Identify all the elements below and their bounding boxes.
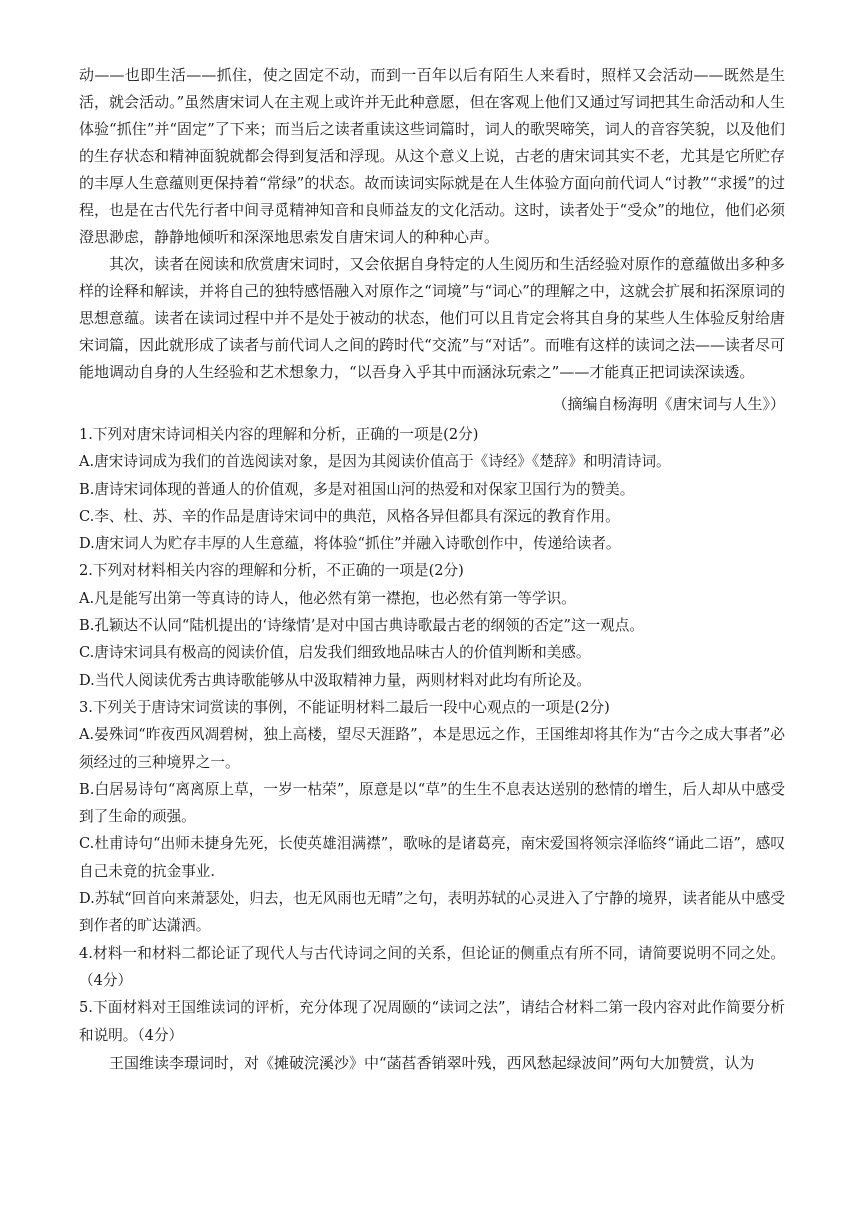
passage-paragraph-2: 其次，读者在阅读和欣赏唐宋词时，又会依据自身特定的人生阅历和生活经验对原作的意蕴做出多种多样的诠释和解读，并将自己的独特感悟融入对原作之“词境”与“词心”的理解之中，这就会扩展和拓深原词的思想意蕴。读者在读词过程中并不是处于被动的状态，他们可以且肯定会将其自身的某些人生体验反射给唐宋词篇，因此就形成了读者与前代词人之间的跨时代“交流”与“对话”。而唯有这样的读词之法——读者尽可能地调动自身的人生经验和艺术想象力，“以吾身入乎其中而涵泳玩索之”——才能真正把词读深读透。 (79, 255, 785, 381)
question-1-option-a: A.唐宋诗词成为我们的首选阅读对象，是因为其阅读价值高于《诗经》《楚辞》和明清诗词。 (79, 453, 671, 471)
question-3-option-d: D.苏轼“回首向来萧瑟处，归去，也无风雨也无晴”之句，表明苏轼的心灵进入了宁静的境界，读者能从中感受到作者的旷达潇洒。 (79, 890, 785, 935)
question-3-stem: 3.下列关于唐诗宋词赏读的事例，不能证明材料二最后一段中心观点的一项是(2分) (79, 698, 610, 716)
question-4 (79, 940, 785, 995)
question-1-option-b: B.唐诗宋词体现的普通人的价值观，多是对祖国山河的热爱和对保家卫国行为的赞美。 (79, 480, 635, 498)
question-3 (79, 694, 785, 940)
passage-paragraph-1: 动——也即生活——抓住，使之固定不动，而到一百年以后有陌生人来看时，照样又会活动——既然是生活，就会活动。”虽然唐宋词人在主观上或许并无此种意愿，但在客观上他们又通过写词把其生命活动和人生体验“抓住”并“固定”了下来；而当后之读者重读这些词篇时，词人的歌哭啼笑，词人的音容笑貌，以及他们的生存状态和精神面貌就都会得到复活和浮现。从这个意义上说，古老的唐宋词其实不老，尤其是它所贮存的丰厚人生意蕴则更保持着“常绿”的状态。故而读词实际就是在人生体验方面向前代词人“讨教”“求援”的过程，也是在古代先行者中间寻觅精神知音和良师益友的文化活动。这时，读者处于“受众”的地位，他们必须澄思渺虑，静静地倾听和深深地思索发自唐宋词人的种种心声。 (79, 66, 786, 246)
question-2-option-b: B.孔颖达不认同“陆机提出的‘诗缘情’是对中国古典诗歌最古老的纲领的否定”这一观点。 (79, 617, 644, 635)
question-1-option-d: D.唐宋词人为贮存丰厚的人生意蕴，将体验“抓住”并融入诗歌创作中，传递给读者。 (79, 535, 621, 553)
question-3-option-b: B.白居易诗句“离离原上草，一岁一枯荣”，原意是以“草”的生生不息表达送别的愁情的增生，后人却从中感受到了生命的顽强。 (79, 780, 785, 826)
question-2-option-a: A.凡是能写出第一等真诗的诗人，他必然有第一襟抱，也必然有第一等学识。 (79, 589, 576, 607)
question-4-stem: 4.材料一和材料二都论证了现代人与古代诗词之间的关系，但论证的侧重点有所不同，请简要说明不同之处。（4分） (79, 944, 785, 989)
question-2-option-d: D.当代人阅读优秀古典诗歌能够从中汲取精神力量，两则材料对此均有所论及。 (79, 671, 592, 689)
question-3-option-c: C.杜甫诗句“出师未捷身先死，长使英雄泪满襟”，歌咏的是诸葛亮，南宋爱国将领宗泽临终“诵此二语”，感叹自己未竟的抗金事业. (79, 835, 785, 880)
question-2 (79, 557, 785, 693)
document-page (79, 62, 785, 1077)
question-2-stem: 2.下列对材料相关内容的理解和分析，不正确的一项是(2分) (79, 562, 464, 580)
passage-source-citation: （摘编自杨海明《唐宋词与人生》） (552, 395, 785, 413)
question-5 (79, 994, 785, 1049)
question-5-stem: 5.下面材料对王国维读词的评析，充分体现了况周颐的“读词之法”，请结合材料二第一段内容对此作简要分析和说明。（4分） (79, 999, 785, 1044)
question-1-stem: 1.下列对唐宋诗词相关内容的理解和分析，正确的一项是(2分) (79, 426, 479, 443)
question-1-option-c: C.李、杜、苏、辛的作品是唐诗宋词中的典范，风格各异但都具有深远的教育作用。 (79, 507, 620, 525)
question-2-option-c: C.唐诗宋词具有极高的阅读价值，启发我们细致地品味古人的价值判断和美感。 (79, 644, 591, 662)
question-5-material-paragraph: 王国维读李璟词时，对《摊破浣溪沙》中“菡萏香销翠叶残，西风愁起绿波间”两句大加赞赏，认为 (109, 1053, 755, 1072)
question-3-option-a: A.晏殊词“昨夜西风凋碧树，独上高楼，望尽天涯路”，本是思远之作，王国维却将其作为“古今之成大事者”必须经过的三种境界之一。 (79, 726, 785, 771)
question-1 (79, 421, 785, 557)
